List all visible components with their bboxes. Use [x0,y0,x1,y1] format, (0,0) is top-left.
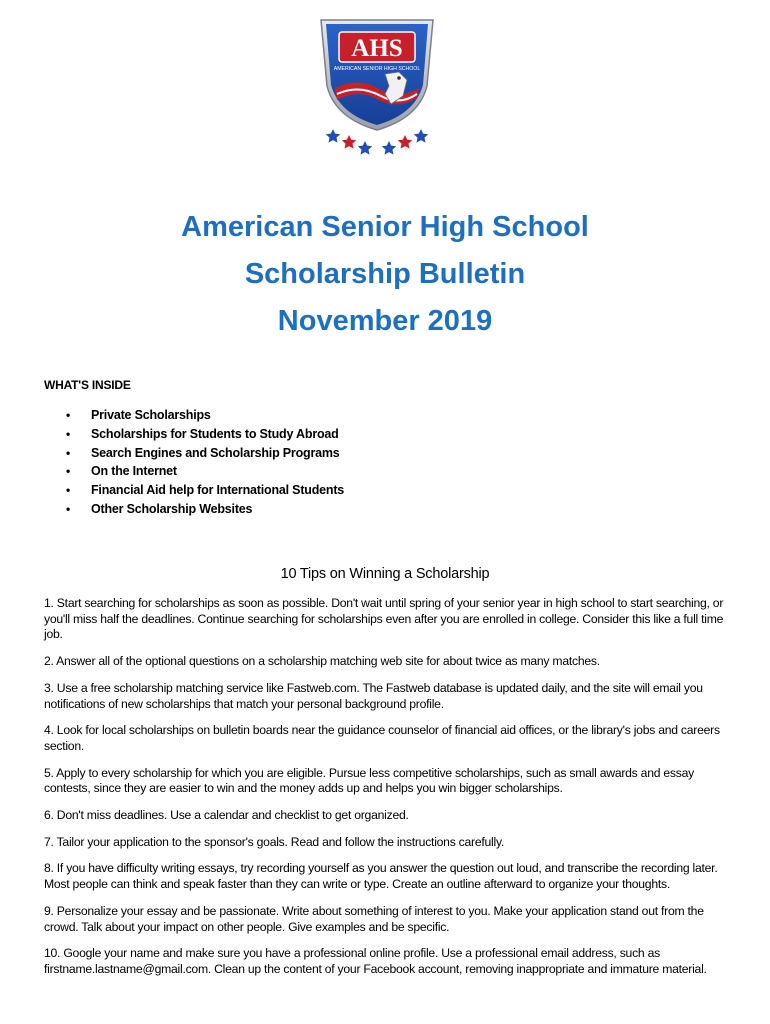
title-bulletin-name: Scholarship Bulletin [244,258,526,290]
bulletin-title [0,211,770,352]
tips-section [44,596,724,989]
list-item [44,500,724,519]
list-item [44,425,724,444]
tip-paragraph: 5. Apply to every scholarship for which you are eligible. Pursue less competitive scholarships, such as small awards and essay contests, since they are easier to win and the money adds up and helps you win bigger scholarships. [44,765,694,796]
tip-paragraph: 7. Tailor your application to the sponsor's goals. Read and follow the instructions carefully. [44,834,505,849]
bullet-icon: • [66,501,71,516]
tips-heading: 10 Tips on Winning a Scholarship [280,566,490,582]
list-item-label: Scholarships for Students to Study Abroad [91,426,339,441]
list-item-label: Other Scholarship Websites [91,501,253,516]
list-item-label: Private Scholarships [91,408,211,422]
tip-paragraph: 1. Start searching for scholarships as soon as possible. Don't wait until spring of your senior year in high school to start searching, or you'll miss half the deadlines. Continue searching for scholarships even after you are enrolled in college. Consider this like a full time job. [44,596,724,642]
tip-paragraph: 9. Personalize your essay and be passionate. Write about something of interest to you. Make your application stand out from the crowd. Talk about your impact on other people. Give examples and be specific. [44,903,704,934]
bullet-icon: • [66,464,71,479]
tip-paragraph: 2. Answer all of the optional questions on a scholarship matching web site for about twice as many matches. [44,654,600,669]
school-crest-logo [315,14,439,156]
tip-paragraph: 6. Don't miss deadlines. Use a calendar and checklist to get organized. [44,808,409,823]
list-item [44,462,724,481]
logo-letters: AHS [351,35,403,62]
list-item-label: Financial Aid help for International Students [91,483,345,498]
list-item-label: On the Internet [91,464,177,479]
bullet-icon: • [66,483,71,498]
title-date: November 2019 [277,305,493,337]
bullet-icon: • [66,445,71,460]
tip-paragraph: 8. If you have difficulty writing essays, try recording yourself as you answer the question out loud, and transcribe the recording later. Most people can think and speak faster than they can write or type. Create an outline afterward to organize your thoughts. [44,861,718,892]
bullet-icon: • [66,408,71,422]
tip-paragraph: 4. Look for local scholarships on bulletin boards near the guidance counselor of financial aid offices, or the library's jobs and careers section. [44,723,720,753]
whats-inside-list [44,406,724,519]
logo-subtext: AMERICAN SENIOR HIGH SCHOOL [333,66,421,72]
bullet-icon: • [66,426,71,441]
tip-paragraph: 3. Use a free scholarship matching service like Fastweb.com. The Fastweb database is updated daily, and the site will email you notifications of new scholarships that match your personal background profile. [44,680,703,711]
stars-decoration [326,129,428,155]
tip-paragraph: 10. Google your name and make sure you have a professional online profile. Use a professional email address, such as firstname.lastname@gmail.com. Clean up the content of your Facebook account, removing inappropriate and immature material. [44,946,707,976]
whats-inside-heading: WHAT'S INSIDE [44,378,131,392]
list-item [44,481,724,500]
list-item-label: Search Engines and Scholarship Programs [91,445,340,460]
list-item [44,444,724,463]
whats-inside-section [44,378,724,519]
list-item [44,406,724,425]
title-school-name: American Senior High School [181,211,589,243]
